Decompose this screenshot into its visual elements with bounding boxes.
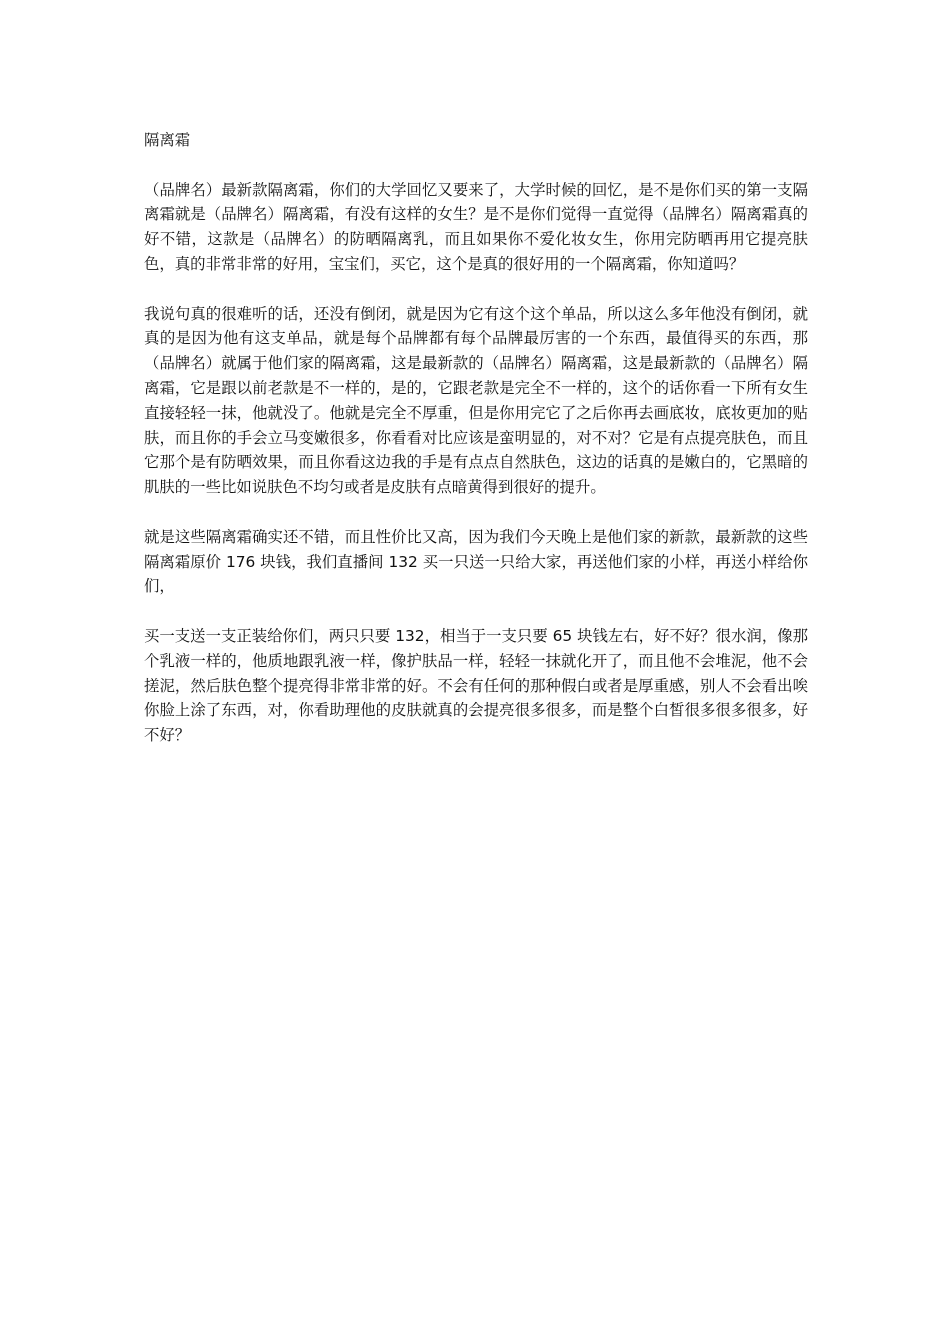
paragraph-1: （品牌名）最新款隔离霜，你们的大学回忆又要来了，大学时候的回忆，是不是你们买的第一支隔离霜就是（品牌名）隔离霜，有没有这样的女生？是不是你们觉得一直觉得（品牌名）隔离霜真的好不错，这款是（品牌名）的防晒隔离乳，而且如果你不爱化妆女生，你用完防晒再用它提亮肤色，真的非常非常的好用，宝宝们，买它，这个是真的很好用的一个隔离霜，你知道吗？ <box>144 180 808 273</box>
paragraph-3: 就是这些隔离霜确实还不错，而且性价比又高，因为我们今天晚上是他们家的新款，最新款的这些隔离霜原价 176 块钱，我们直播间 132 买一只送一只给大家，再送他们家的小样，再送小样给你们， <box>144 527 808 596</box>
paragraph-4: 买一支送一支正装给你们，两只只要 132，相当于一支只要 65 块钱左右，好不好？很水润，像那个乳液一样的，他质地跟乳液一样，像护肤品一样，轻轻一抹就化开了，而且他不会堆泥，他不会搓泥，然后肤色整个提亮得非常非常的好。不会有任何的那种假白或者是厚重感，别人不会看出唉你脸上涂了东西，对，你看助理他的皮肤就真的会提亮很多很多，而是整个白皙很多很多很多，好不好？ <box>144 626 808 745</box>
document-page <box>144 128 808 773</box>
document-title: 隔离霜 <box>144 131 191 149</box>
paragraph-2: 我说句真的很难听的话，还没有倒闭，就是因为它有这个这个单品，所以这么多年他没有倒闭，就真的是因为他有这支单品，就是每个品牌都有每个品牌最厉害的一个东西，最值得买的东西，那（品牌名）就属于他们家的隔离霜，这是最新款的（品牌名）隔离霜，这是最新款的（品牌名）隔离霜，它是跟以前老款是不一样的，是的，它跟老款是完全不一样的，这个的话你看一下所有女生直接轻轻一抹，他就没了。他就是完全不厚重，但是你用完它了之后你再去画底妆，底妆更加的贴肤，而且你的手会立马变嫩很多，你看看对比应该是蛮明显的，对不对？它是有点提亮肤色，而且它那个是有防晒效果，而且你看这边我的手是有点点自然肤色，这边的话真的是嫩白的，它黑暗的肌肤的一些比如说肤色不均匀或者是皮肤有点暗黄得到很好的提升。 <box>144 304 808 497</box>
